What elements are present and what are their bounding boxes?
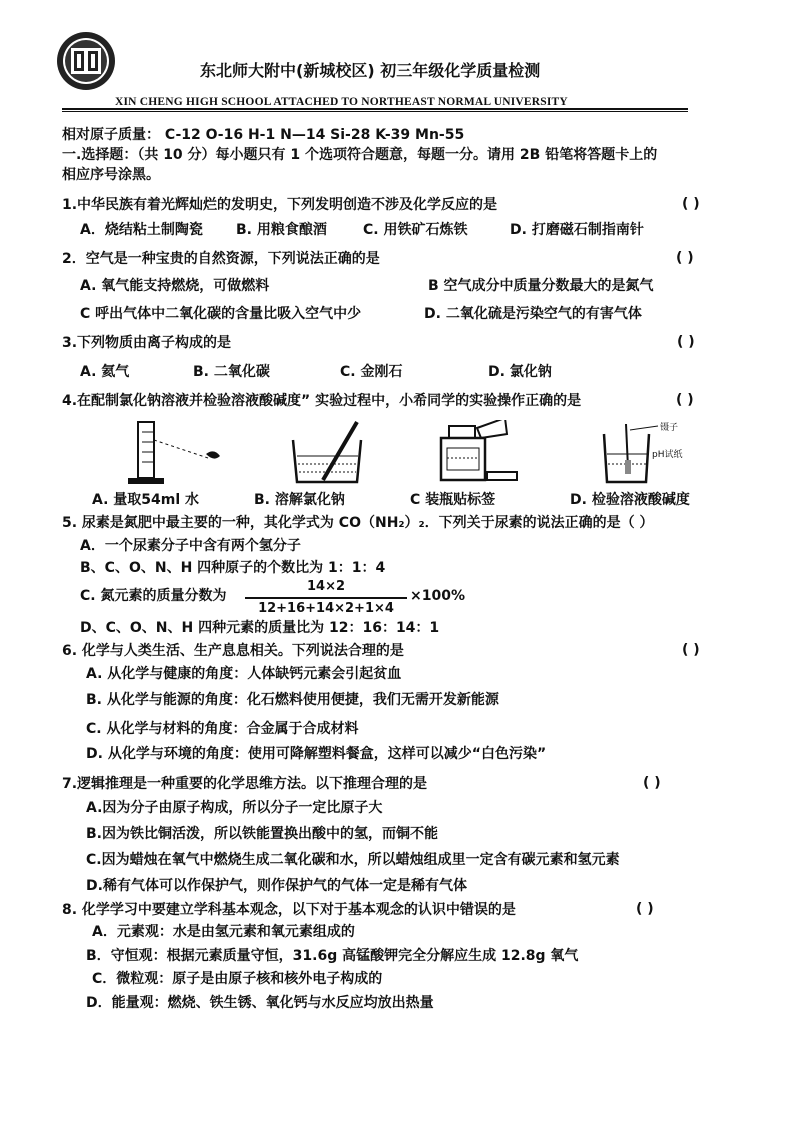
q5-fraction-bar — [245, 597, 407, 599]
q6-answer-paren: ( ) — [682, 642, 700, 658]
ph-paper-label: pH试纸 — [652, 450, 683, 460]
q5-option-a: A．一个尿素分子中含有两个氢分子 — [80, 538, 301, 554]
q3-option-c: C. 金刚石 — [340, 364, 403, 380]
q3-option-d: D. 氯化钠 — [488, 364, 552, 380]
tweezers-label: 镊子 — [660, 423, 679, 433]
q5-stem: 5. 尿素是氮肥中最主要的一种，其化学式为 CO（NH₂）₂．下列关于尿素的说法正确的是（ ） — [62, 515, 654, 531]
q4-option-a: A. 量取54ml 水 — [92, 492, 200, 508]
q5-fraction-numerator: 14×2 — [306, 579, 346, 594]
q3-option-b: B. 二氧化碳 — [193, 364, 270, 380]
exam-title: 东北师大附中(新城校区) 初三年级化学质量检测 — [200, 61, 541, 80]
q8-option-b: B．守恒观：根据元素质量守恒，31.6g 高锰酸钾完全分解应生成 12.8g 氧气 — [86, 948, 579, 964]
q4-option-d: D. 检验溶液酸碱度 — [570, 492, 690, 508]
header-rule-thin — [62, 111, 688, 112]
q5-option-c-suffix: ×100% — [410, 588, 465, 604]
q2-stem: 2．空气是一种宝贵的自然资源，下列说法正确的是 — [62, 251, 380, 267]
q1-option-a: A．烧结粘土制陶瓷 — [80, 222, 203, 238]
q8-option-c: C．微粒观：原子是由原子核和核外电子构成的 — [92, 971, 383, 987]
q7-option-c: C.因为蜡烛在氧气中燃烧生成二氧化碳和水，所以蜡烛组成里一定含有碳元素和氢元素 — [86, 852, 620, 868]
q3-answer-paren: ( ) — [677, 334, 695, 350]
q4-option-c: C 装瓶贴标签 — [410, 492, 496, 508]
q3-option-a: A. 氦气 — [80, 364, 130, 380]
q8-option-a: A．元素观：水是由氢元素和氧元素组成的 — [92, 924, 355, 940]
q7-option-b: B.因为铁比铜活泼，所以铁能置换出酸中的氢，而铜不能 — [86, 826, 438, 842]
q1-stem: 1.中华民族有着光辉灿烂的发明史，下列发明创造不涉及化学反应的是 — [62, 197, 498, 213]
school-english-name: XIN CHENG HIGH SCHOOL ATTACHED TO NORTHEAST NORMAL UNIVERSITY — [115, 96, 568, 108]
q6-stem: 6. 化学与人类生活、生产息息相关。下列说法合理的是 — [62, 643, 404, 659]
q2-option-b: B 空气成分中质量分数最大的是氮气 — [428, 278, 654, 294]
q7-stem: 7.逻辑推理是一种重要的化学思维方法。以下推理合理的是 — [62, 776, 428, 792]
section-instructions-line2: 相应序号涂黑。 — [62, 167, 160, 183]
q2-answer-paren: ( ) — [676, 250, 694, 266]
q5-option-c: C. 氮元素的质量分数为 — [80, 588, 227, 604]
q8-stem: 8. 化学学习中要建立学科基本观念，以下对于基本观念的认识中错误的是 — [62, 902, 516, 918]
school-logo-icon — [55, 30, 117, 92]
section-instructions-line1: 一.选择题：（共 10 分）每小题只有 1 个选项符合题意，每题一分。请用 2B 铅笔将答题卡上的 — [62, 147, 658, 163]
q6-option-c: C. 从化学与材料的角度：合金属于合成材料 — [86, 721, 359, 737]
q5-option-b: B、C、O、N、H 四种原子的个数比为 1：1：4 — [80, 560, 386, 576]
q2-option-c: C 呼出气体中二氧化碳的含量比吸入空气中少 — [80, 306, 362, 322]
q6-option-a: A. 从化学与健康的角度：人体缺钙元素会引起贫血 — [86, 666, 402, 682]
q6-option-b: B. 从化学与能源的角度：化石燃料使用便捷，我们无需开发新能源 — [86, 692, 499, 708]
q4-option-b: B. 溶解氯化钠 — [254, 492, 345, 508]
q1-option-d: D. 打磨磁石制指南针 — [510, 222, 644, 238]
q2-option-d: D. 二氧化硫是污染空气的有害气体 — [424, 306, 642, 322]
q8-option-d: D．能量观：燃烧、铁生锈、氧化钙与水反应均放出热量 — [86, 995, 434, 1011]
q1-answer-paren: ( ) — [682, 196, 700, 212]
graduated-cylinder-figure — [118, 420, 228, 486]
q1-option-c: C. 用铁矿石炼铁 — [363, 222, 468, 238]
q7-option-a: A.因为分子由原子构成，所以分子一定比原子大 — [86, 800, 383, 816]
q5-fraction — [245, 578, 407, 618]
atomic-masses: 相对原子质量： C-12 O-16 H-1 N—14 Si-28 K-39 Mn-55 — [62, 127, 465, 143]
bottling-figure — [435, 420, 530, 486]
header-rule — [62, 108, 688, 110]
q6-option-d: D. 从化学与环境的角度：使用可降解塑料餐盒，这样可以减少“白色污染” — [86, 746, 547, 762]
q4-stem: 4.在配制氯化钠溶液并检验溶液酸碱度” 实验过程中，小希同学的实验操作正确的是 — [62, 393, 582, 409]
beaker-stirring-figure — [285, 420, 375, 486]
q5-option-d: D、C、O、N、H 四种元素的质量比为 12：16：14：1 — [80, 620, 440, 636]
q4-answer-paren: ( ) — [676, 392, 694, 408]
q2-option-a: A. 氧气能支持燃烧，可做燃料 — [80, 278, 270, 294]
q8-answer-paren: ( ) — [636, 901, 654, 917]
q7-answer-paren: ( ) — [643, 775, 661, 791]
q7-option-d: D.稀有气体可以作保护气，则作保护气的气体一定是稀有气体 — [86, 878, 467, 894]
q5-fraction-denominator: 12+16+14×2+1×4 — [258, 600, 394, 616]
q3-stem: 3.下列物质由离子构成的是 — [62, 335, 232, 351]
q1-option-b: B. 用粮食酿酒 — [236, 222, 327, 238]
